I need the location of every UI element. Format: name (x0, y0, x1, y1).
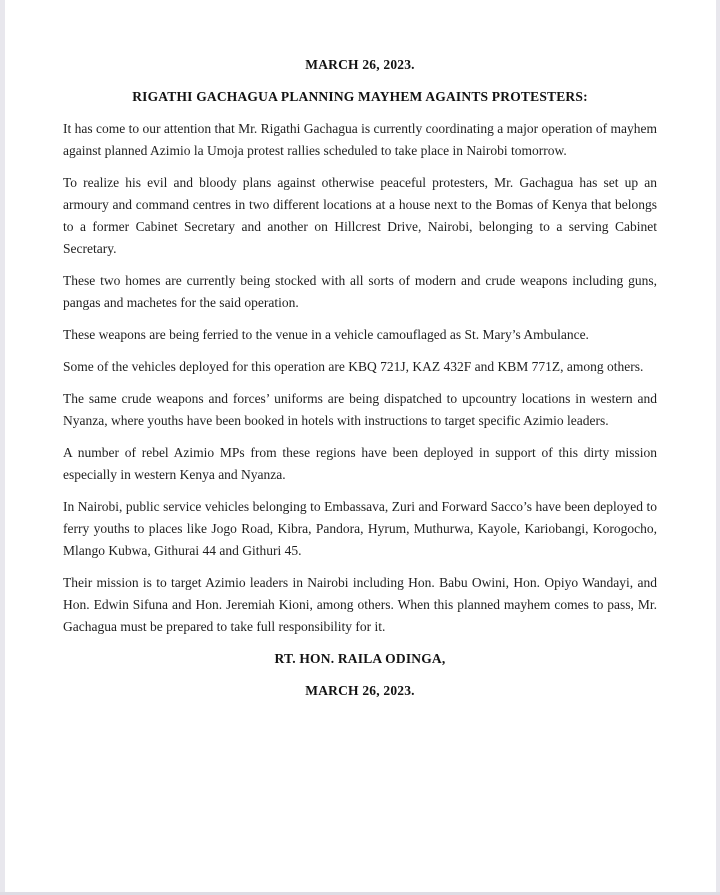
signature-line: RT. HON. RAILA ODINGA, (274, 651, 446, 666)
paragraph-nairobi-saccos: In Nairobi, public service vehicles belonging to Embassava, Zuri and Forward Sacco’s have been deployed to ferry youths to places like Jogo Road, Kibra, Pandora, Hyrum, Muthurwa, Kayole, Kariobangi, Korogocho, Mlango Kubwa, Githurai 44 and Githuri 45. (63, 499, 657, 558)
paragraph-rebel-mps: A number of rebel Azimio MPs from these regions have been deployed in support of this dirty mission especially in western Kenya and Nyanza. (63, 445, 657, 482)
paragraph-ambulance: These weapons are being ferried to the venue in a vehicle camouflaged as St. Mary’s Ambulance. (63, 327, 589, 342)
document-date-heading: MARCH 26, 2023. (305, 57, 415, 72)
paragraph-targets: Their mission is to target Azimio leaders in Nairobi including Hon. Babu Owini, Hon. Opiyo Wandayi, and Hon. Edwin Sifuna and Hon. Jeremiah Kioni, among others. When this planned mayhem comes to pass, Mr. Gachagua must be prepared to take full responsibility for it. (63, 575, 657, 634)
paragraph-vehicle-plates: Some of the vehicles deployed for this operation are KBQ 721J, KAZ 432F and KBM 771Z, among others. (63, 359, 644, 374)
paragraph-upcountry: The same crude weapons and forces’ uniforms are being dispatched to upcountry locations in western and Nyanza, where youths have been booked in hotels with instructions to target specific Azimio leaders. (63, 391, 657, 428)
paragraph-locations: To realize his evil and bloody plans against otherwise peaceful protesters, Mr. Gachagua has set up an armoury and command centres in two different locations at a house next to the Bomas of Kenya that belongs to a former Cabinet Secretary and another on Hillcrest Drive, Nairobi, belonging to a serving Cabinet Secretary. (63, 175, 657, 256)
document-title: RIGATHI GACHAGUA PLANNING MAYHEM AGAINTS PROTESTERS: (132, 89, 588, 104)
document-date-footer: MARCH 26, 2023. (305, 683, 415, 698)
paragraph-weapons-stock: These two homes are currently being stocked with all sorts of modern and crude weapons including guns, pangas and machetes for the said operation. (63, 273, 657, 310)
paragraph-intro: It has come to our attention that Mr. Rigathi Gachagua is currently coordinating a major operation of mayhem against planned Azimio la Umoja protest rallies scheduled to take place in Nairobi tomorrow. (63, 121, 657, 158)
